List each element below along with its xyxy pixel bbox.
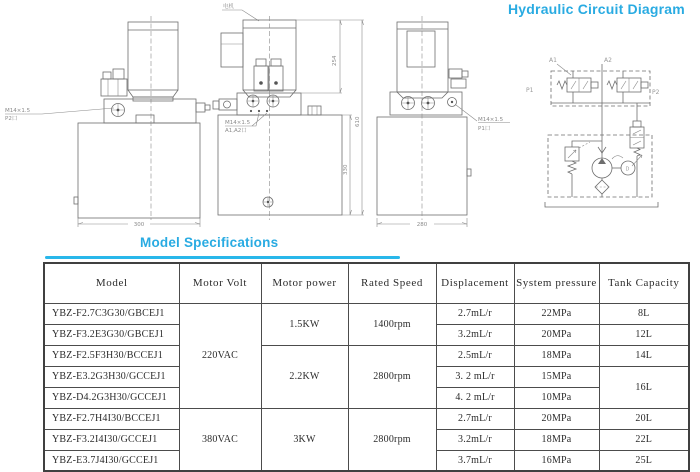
motor-body bbox=[128, 22, 178, 101]
column-header-motor-volt: Motor Volt bbox=[179, 263, 261, 303]
port-thread-label: M14×1.5 bbox=[5, 108, 31, 114]
cell-motor-power: 1.5KW bbox=[261, 303, 348, 345]
column-header-tank-capacity: Tank Capacity bbox=[599, 263, 689, 303]
column-header-system-pressure: System pressure bbox=[514, 263, 599, 303]
cell-system-pressure: 22MPa bbox=[514, 303, 599, 324]
cell-model: YBZ-F2.5F3H30/BCCEJ1 bbox=[44, 345, 179, 366]
cell-displacement: 3.2mL/r bbox=[436, 324, 514, 345]
port-thread-label: M14×1.5 bbox=[225, 120, 251, 126]
cell-motor-power: 2.2KW bbox=[261, 345, 348, 408]
port-p1-label: P1 bbox=[526, 87, 534, 94]
cell-model: YBZ-E3.2G3H30/GCCEJ1 bbox=[44, 366, 179, 387]
dim-610: 610 bbox=[355, 116, 361, 127]
motor-callout bbox=[222, 2, 259, 21]
column-header-model: Model bbox=[44, 263, 179, 303]
width-dimension bbox=[78, 218, 200, 228]
side-fitting bbox=[101, 69, 127, 96]
manifold-block bbox=[104, 99, 210, 123]
cell-displacement: 2.7mL/r bbox=[436, 408, 514, 429]
dim-280: 280 bbox=[416, 222, 428, 228]
cell-system-pressure: 20MPa bbox=[514, 408, 599, 429]
cell-model: YBZ-F3.2E3G30/GBCEJ1 bbox=[44, 324, 179, 345]
port-p2-label: P2 bbox=[652, 89, 660, 96]
cell-displacement: 2.7mL/r bbox=[436, 303, 514, 324]
cell-system-pressure: 18MPa bbox=[514, 429, 599, 450]
cell-displacement: 3.7mL/r bbox=[436, 450, 514, 471]
cell-model: YBZ-F3.2I4I30/GCCEJ1 bbox=[44, 429, 179, 450]
cell-displacement: 4. 2 mL/r bbox=[436, 387, 514, 408]
port-callout-p2 bbox=[5, 108, 114, 122]
side-fitting bbox=[449, 69, 468, 88]
dim-254: 254 bbox=[332, 55, 338, 66]
model-spec-table bbox=[43, 262, 690, 472]
table-row bbox=[44, 345, 689, 366]
solenoid-valve-2 bbox=[607, 71, 648, 103]
cell-tank-capacity: 22L bbox=[599, 429, 689, 450]
port-a1-label: A1 bbox=[549, 57, 557, 64]
cell-displacement: 3. 2 mL/r bbox=[436, 366, 514, 387]
model-specifications-title: Model Specifications bbox=[140, 235, 279, 250]
pump bbox=[592, 156, 623, 178]
cell-displacement: 3.2mL/r bbox=[436, 429, 514, 450]
cell-model: YBZ-D4.2G3H30/GCCEJ1 bbox=[44, 387, 179, 408]
cell-displacement: 2.5mL/r bbox=[436, 345, 514, 366]
cell-system-pressure: 16MPa bbox=[514, 450, 599, 471]
cell-model: YBZ-F2.7C3G30/GBCEJ1 bbox=[44, 303, 179, 324]
cell-system-pressure: 20MPa bbox=[514, 324, 599, 345]
height-dimensions bbox=[296, 20, 364, 215]
title-underline bbox=[45, 256, 400, 259]
cell-motor-volt: 380VAC bbox=[179, 408, 261, 471]
cell-system-pressure: 15MPa bbox=[514, 366, 599, 387]
front-unit-drawing bbox=[213, 2, 364, 220]
port-callout-p1 bbox=[456, 105, 510, 132]
cell-tank-capacity: 16L bbox=[599, 366, 689, 408]
right-unit-drawing bbox=[377, 16, 510, 228]
circuit-diagram-title: Hydraulic Circuit Diagram bbox=[508, 1, 685, 17]
drive-motor bbox=[621, 161, 635, 175]
left-unit-drawing bbox=[5, 16, 210, 228]
cell-tank-capacity: 25L bbox=[599, 450, 689, 471]
solenoid-valve-1 bbox=[557, 71, 598, 103]
motor-body bbox=[397, 22, 448, 98]
cell-tank-capacity: 14L bbox=[599, 345, 689, 366]
solenoid-coils bbox=[254, 59, 283, 91]
cell-rated-speed: 1400rpm bbox=[348, 303, 436, 345]
cell-tank-capacity: 20L bbox=[599, 408, 689, 429]
header-row bbox=[44, 263, 689, 303]
column-header-rated-speed: Rated Speed bbox=[348, 263, 436, 303]
valve-block-boundary bbox=[551, 71, 650, 106]
suction-filter bbox=[595, 178, 609, 197]
column-header-motor-power: Motor power bbox=[261, 263, 348, 303]
motor-mark: D bbox=[625, 166, 630, 173]
cell-tank-capacity: 8L bbox=[599, 303, 689, 324]
table-row bbox=[44, 408, 689, 429]
dim-300: 300 bbox=[133, 222, 145, 228]
cell-model: YBZ-E3.7J4I30/GCCEJ1 bbox=[44, 450, 179, 471]
cell-motor-volt: 220VAC bbox=[179, 303, 261, 408]
motor-body bbox=[221, 20, 296, 97]
cell-system-pressure: 10MPa bbox=[514, 387, 599, 408]
cell-rated-speed: 2800rpm bbox=[348, 345, 436, 408]
power-unit-boundary bbox=[548, 135, 652, 197]
dim-330: 330 bbox=[343, 164, 349, 175]
cell-tank-capacity: 12L bbox=[599, 324, 689, 345]
cell-motor-power: 3KW bbox=[261, 408, 348, 471]
port-a2-label: A2 bbox=[604, 57, 612, 64]
column-header-displacement: Displacement bbox=[436, 263, 514, 303]
cell-rated-speed: 2800rpm bbox=[348, 408, 436, 471]
port-thread-label: M14×1.5 bbox=[478, 117, 504, 123]
oil-tank bbox=[74, 16, 200, 220]
port-name-label: P1口 bbox=[478, 126, 491, 132]
hydraulic-circuit bbox=[526, 57, 660, 207]
tank-base bbox=[545, 202, 658, 207]
oil-tank bbox=[377, 16, 471, 220]
port-name-label: P2口 bbox=[5, 116, 18, 122]
cell-system-pressure: 18MPa bbox=[514, 345, 599, 366]
cell-model: YBZ-F2.7H4I30/BCCEJ1 bbox=[44, 408, 179, 429]
manifold-block bbox=[213, 93, 321, 115]
port-callout-a1a2 bbox=[225, 113, 267, 134]
oil-tank bbox=[218, 16, 342, 220]
table-row bbox=[44, 303, 689, 324]
motor-label: 电机 bbox=[223, 4, 235, 10]
port-name-label: A1,A2口 bbox=[225, 128, 247, 134]
technical-drawings bbox=[0, 0, 700, 232]
unloading-valve bbox=[630, 103, 644, 197]
